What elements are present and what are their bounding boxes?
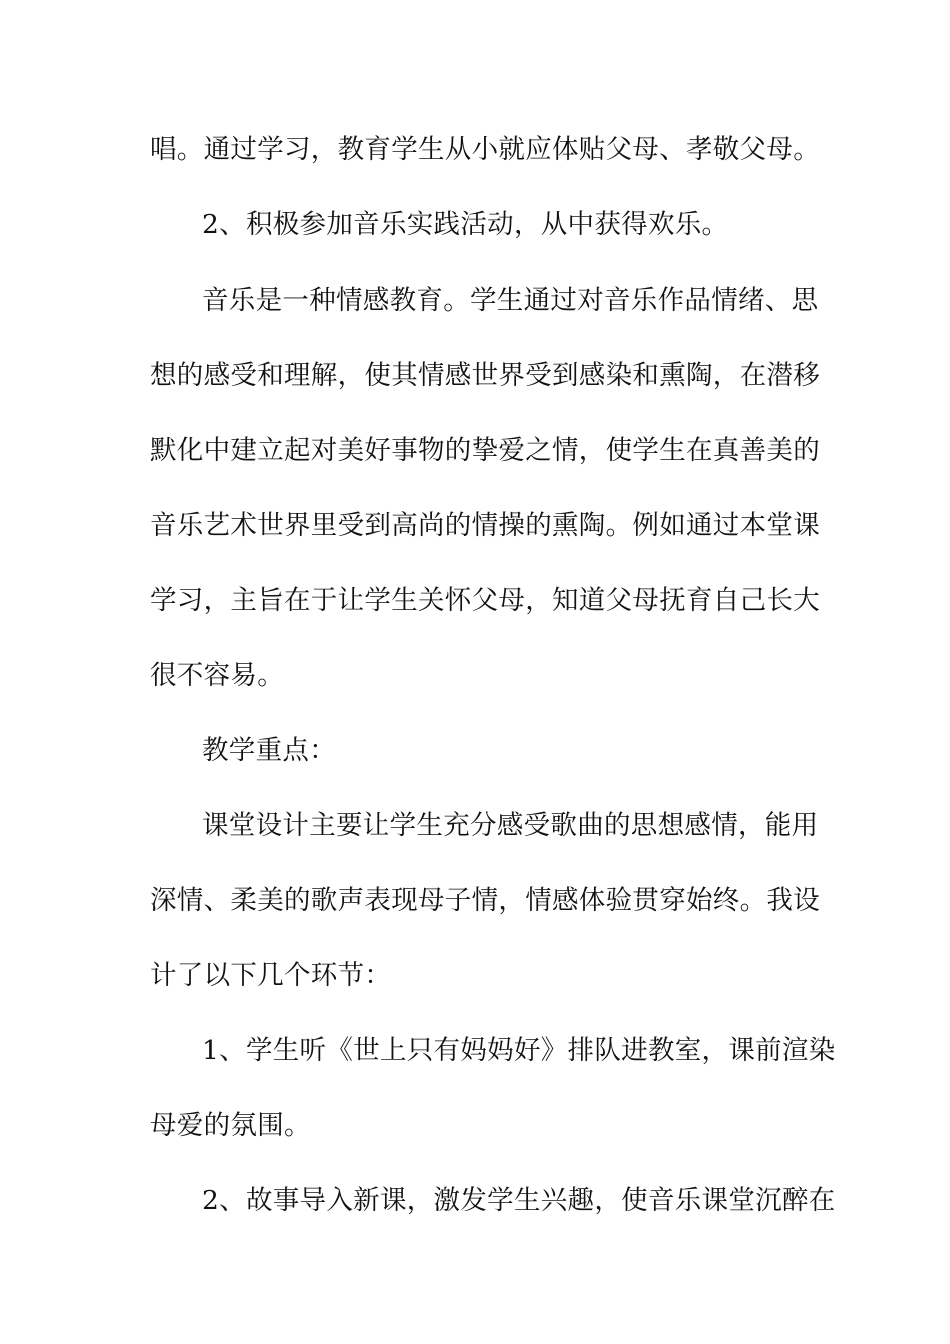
text-line: 学习，主旨在于让学生关怀父母，知道父母抚育自己长大 <box>150 585 820 616</box>
text-line: 唱。通过学习，教育学生从小就应体贴父母、孝敬父母。 <box>150 134 820 165</box>
paragraph-start: 课堂设计主要让学生充分感受歌曲的思想感情，能用 <box>202 810 819 841</box>
text-line: 音乐艺术世界里受到高尚的情操的熏陶。例如通过本堂课 <box>150 510 820 541</box>
list-item: 1、学生听《世上只有妈妈好》排队进教室，课前渲染 <box>202 1035 836 1066</box>
text-line: 计了以下几个环节： <box>150 960 392 991</box>
text-line: 很不容易。 <box>150 660 284 691</box>
paragraph-start: 音乐是一种情感教育。学生通过对音乐作品情绪、思 <box>202 285 819 316</box>
text-line: 母爱的氛围。 <box>150 1110 311 1141</box>
section-heading: 教学重点： <box>202 735 336 766</box>
text-line: 默化中建立起对美好事物的挚爱之情，使学生在真善美的 <box>150 435 820 466</box>
list-item-heading: 2、积极参加音乐实践活动，从中获得欢乐。 <box>202 209 729 240</box>
list-item: 2、故事导入新课，激发学生兴趣，使音乐课堂沉醉在 <box>202 1185 836 1216</box>
text-line: 深情、柔美的歌声表现母子情，情感体验贯穿始终。我设 <box>150 885 820 916</box>
text-line: 想的感受和理解，使其情感世界受到感染和熏陶，在潜移 <box>150 360 820 391</box>
